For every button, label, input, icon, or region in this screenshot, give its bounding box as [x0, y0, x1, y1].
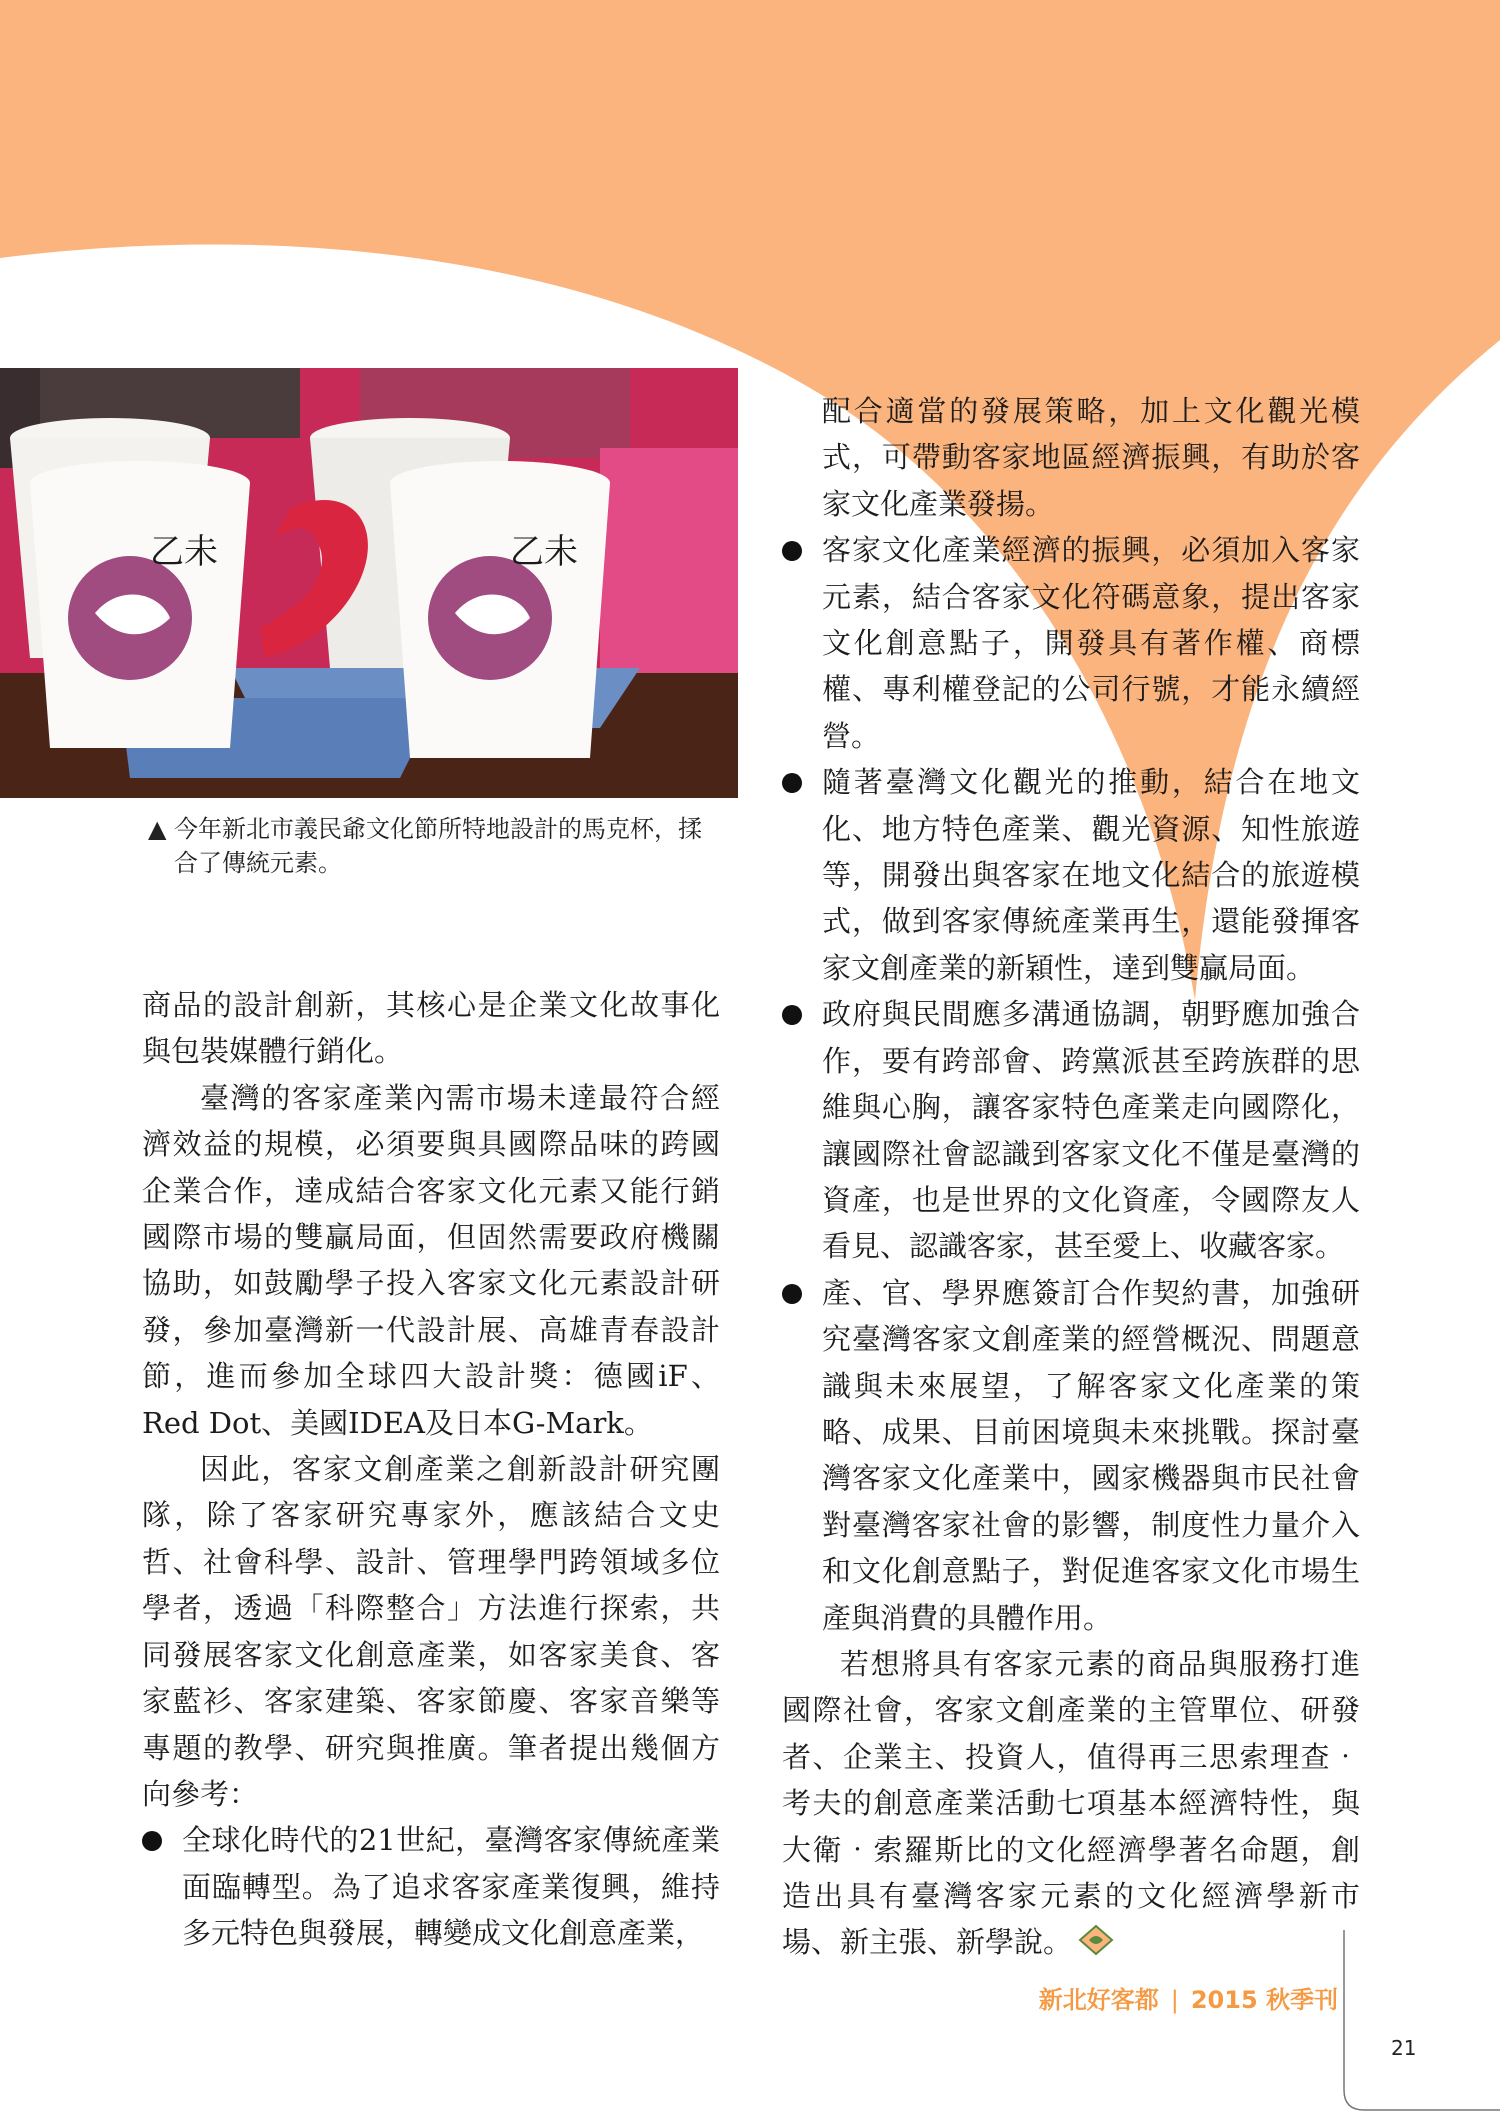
hakka-end-mark-icon: [1078, 1924, 1114, 1956]
page-corner-line: [1344, 1930, 1500, 2110]
page-number: 21: [1391, 2036, 1417, 2060]
bullet-text: 客家文化產業經濟的振興，必須加入客家元素，結合客家文化符碼意象，提出客家文化創意點子，開發具有著作權、商標權、專利權登記的公司行號，才能永續經營。: [822, 533, 1360, 753]
bullet-dot: [142, 1831, 162, 1851]
left-paragraph-3: 因此，客家文創產業之創新設計研究團隊，除了客家研究專家外，應該結合文史哲、社會科學、設計、管理學門跨領域多位學者，透過「科際整合」方法進行探索，共同發展客家文化創意產業，如客家美食、客家藍衫、客家建築、客家節慶、客家音樂等專題的教學、研究與推廣。筆者提出幾個方向參考：: [142, 1452, 720, 1811]
bullet-dot: [782, 541, 802, 561]
bullet-dot: [782, 1284, 802, 1304]
caption-text: 今年新北市義民爺文化節所特地設計的馬克杯，揉合了傳統元素。: [174, 815, 702, 877]
magazine-name: 新北好客都: [1038, 1986, 1159, 2014]
bullet-item-3: [782, 759, 1360, 991]
bullet-item-5: [782, 1270, 1360, 1641]
right-final-paragraph: [782, 1641, 1360, 1966]
caption-marker: ▲: [148, 815, 167, 843]
bullet-1-continuation: 配合適當的發展策略，加上文化觀光模式，可帶動客家地區經濟振興，有助於客家文化產業發揚。: [822, 394, 1360, 521]
bullet-item-1: [142, 1817, 720, 1956]
bullet-text: 產、官、學界應簽訂合作契約書，加強研究臺灣客家文創產業的經營概況、問題意識與未來展望，了解客家文化產業的策略、成果、目前困境與未來挑戰。探討臺灣客家文化產業中，國家機器與市民社會對臺灣客家社會的影響，制度性力量介入和文化創意點子，對促進客家文化市場生產與消費的具體作用。: [822, 1275, 1360, 1635]
left-column: [142, 982, 720, 1957]
bullet-dot: [782, 773, 802, 793]
right-column: [782, 388, 1360, 1966]
bullet-item-2: [782, 527, 1360, 759]
svg-text:乙未: 乙未: [510, 532, 578, 572]
bullet-item-4: [782, 991, 1360, 1269]
issue-label: 2015 秋季刊: [1190, 1986, 1338, 2014]
photo-caption: [148, 812, 718, 880]
left-paragraph-1: 商品的設計創新，其核心是企業文化故事化與包裝媒體行銷化。: [142, 988, 720, 1069]
bullet-text: 隨著臺灣文化觀光的推動，結合在地文化、地方特色產業、觀光資源、知性旅遊等，開發出與客家在地文化結合的旅遊模式，做到客家傳統產業再生，還能發揮客家文創產業的新穎性，達到雙贏局面。: [822, 765, 1360, 985]
svg-text:乙未: 乙未: [150, 532, 218, 572]
left-paragraph-2: 臺灣的客家產業內需市場未達最符合經濟效益的規模，必須要與具國際品味的跨國企業合作，達成結合客家文化元素又能行銷國際市場的雙贏局面，但固然需要政府機關協助，如鼓勵學子投入客家文化元素設計研發，參加臺灣新一代設計展、高雄青春設計節，進而參加全球四大設計獎：德國iF、Red Dot、美國IDEA及日本G-Mark。: [142, 1080, 720, 1440]
footer-separator: |: [1170, 1986, 1179, 2014]
bullet-text: 政府與民間應多溝通協調，朝野應加強合作，要有跨部會、跨黨派甚至跨族群的思維與心胸，讓客家特色產業走向國際化，讓國際社會認識到客家文化不僅是臺灣的資產，也是世界的文化資產，令國際友人看見、認識客家，甚至愛上、收藏客家。: [822, 997, 1360, 1264]
mug-photo: [0, 368, 738, 798]
final-paragraph-text: 若想將具有客家元素的商品與服務打進國際社會，客家文創產業的主管單位、研發者、企業主、投資人，值得再三思索理查‧考夫的創意產業活動七項基本經濟特性，與大衛‧索羅斯比的文化經濟學著名命題，創造出具有臺灣客家元素的文化經濟學新市場、新主張、新學說。: [782, 1646, 1360, 1960]
bullet-text: 全球化時代的21世紀，臺灣客家傳統產業面臨轉型。為了追求客家產業復興，維持多元特色與發展，轉變成文化創意產業，: [182, 1823, 720, 1951]
bullet-dot: [782, 1005, 802, 1025]
page-footer: [1039, 1980, 1338, 2015]
